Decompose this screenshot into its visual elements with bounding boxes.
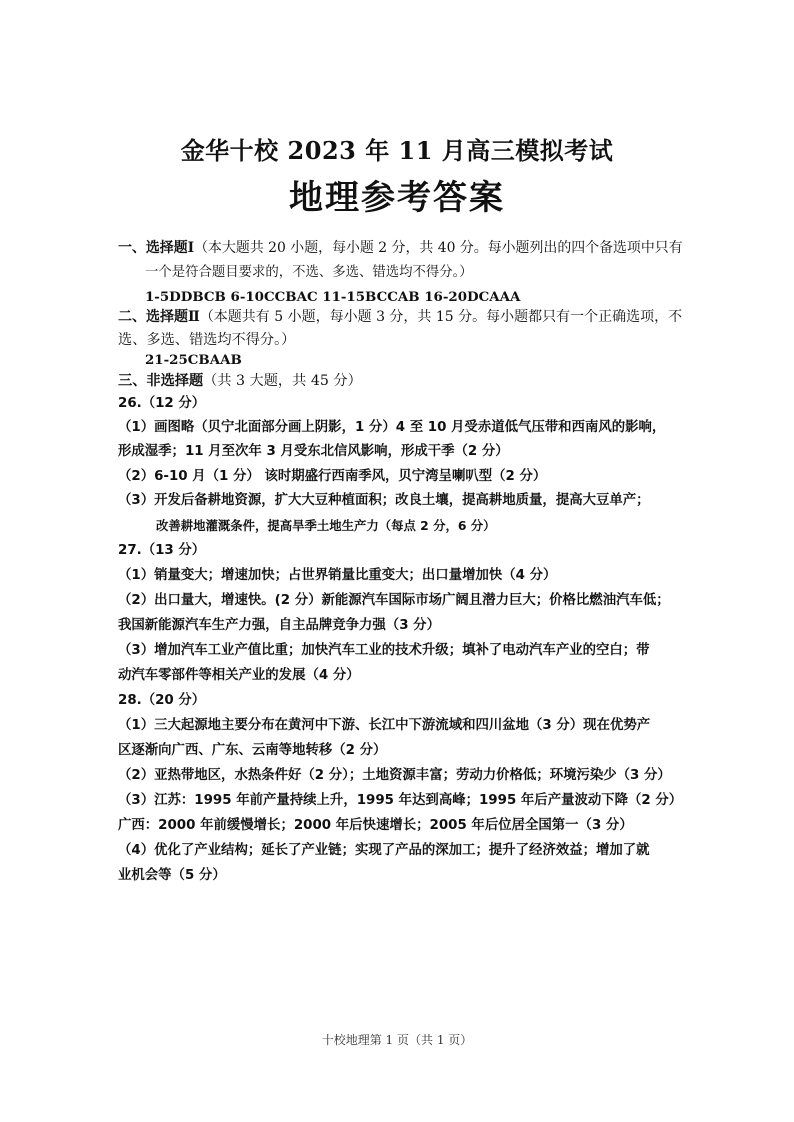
page-footer: 十校地理第 1 页（共 1 页） xyxy=(321,1033,473,1047)
q26-line1: （1）画图略（贝宁北面部分画上阴影，1 分）4 至 10 月受赤道低气压带和西南风的影响， xyxy=(118,420,666,435)
section2-desc-2: 选、多选、错选均不得分。） xyxy=(118,332,296,348)
q26-heading: 26.（12 分） xyxy=(118,396,206,411)
section1-heading: 一、选择题Ⅰ xyxy=(118,240,195,256)
q28-heading: 28.（20 分） xyxy=(118,693,206,708)
q28-line3: （2）亚热带地区，水热条件好（2 分）；土地资源丰富；劳动力价格低；环境污染少（3 分） xyxy=(118,768,671,783)
q27-heading: 27.（13 分） xyxy=(118,543,206,558)
q26-line5: 改善耕地灌溉条件，提高旱季土地生产力（每点 2 分，6 分） xyxy=(156,519,496,533)
q27-line4: （3）增加汽车工业产值比重；加快汽车工业的技术升级；填补了电动汽车产业的空白；带 xyxy=(118,643,650,658)
section2-heading: 二、选择题Ⅱ xyxy=(118,309,200,325)
q28-line6: （4）优化了产业结构；延长了产业链；实现了产品的深加工；提升了经济效益；增加了就 xyxy=(118,843,650,858)
section2-desc-1: （本题共有 5 小题，每小题 3 分，共 15 分。每小题都只有一个正确选项，不 xyxy=(199,309,683,325)
section1-answers: 1-5DDBCB 6-10CCBAC 11-15BCCAB 16-20DCAAA xyxy=(145,289,521,305)
q27-line3: 我国新能源汽车生产力强，自主品牌竞争力强（3 分） xyxy=(118,618,440,633)
section3-line xyxy=(118,371,688,391)
q26-line4: （3）开发后备耕地资源，扩大大豆种植面积；改良土壤，提高耕地质量，提高大豆单产； xyxy=(118,493,650,508)
section2-answers: 21-25CBAAB xyxy=(145,352,242,368)
q28-line1: （1）三大起源地主要分布在黄河中下游、长江中下游流域和四川盆地（3 分）现在优势产 xyxy=(118,718,651,733)
q27-line1: （1）销量变大；增速加快；占世界销量比重变大；出口量增加快（4 分） xyxy=(118,568,557,583)
answer-key-title: 地理参考答案 xyxy=(289,178,505,218)
section2-line1 xyxy=(118,307,688,327)
q26-line2: 形成湿季；11 月至次年 3 月受东北信风影响，形成干季（2 分） xyxy=(118,444,509,459)
section3-desc: （共 3 大题，共 45 分） xyxy=(203,373,362,389)
section1-desc-2: 一个是符合题目要求的，不选、多选、错选均不得分。） xyxy=(145,265,473,280)
section1-desc-1: （本大题共 20 小题，每小题 2 分，共 40 分。每小题列出的四个备选项中只有 xyxy=(194,240,683,256)
q27-line2: （2）出口量大，增速快。(2 分）新能源汽车国际市场广阔且潜力巨大；价格比燃油汽车低； xyxy=(118,593,670,608)
q28-line4: （3）江苏：1995 年前产量持续上升，1995 年达到高峰；1995 年后产量波动下降（2 分） xyxy=(118,793,683,808)
q27-line5: 动汽车零部件等相关产业的发展（4 分） xyxy=(118,668,360,683)
q28-line2: 区逐渐向广西、广东、云南等地转移（2 分） xyxy=(118,743,387,758)
q26-line3: （2）6-10 月（1 分） 该时期盛行西南季风，贝宁湾呈喇叭型（2 分） xyxy=(118,469,547,484)
section3-heading: 三、非选择题 xyxy=(118,373,204,389)
section1-line1 xyxy=(118,238,688,258)
exam-title: 金华十校 2023 年 11 月高三模拟考试 xyxy=(180,136,614,165)
q28-line7: 业机会等（5 分） xyxy=(118,868,226,883)
q28-line5: 广西：2000 年前缓慢增长；2000 年后快速增长；2005 年后位居全国第一（3 分） xyxy=(118,818,633,833)
